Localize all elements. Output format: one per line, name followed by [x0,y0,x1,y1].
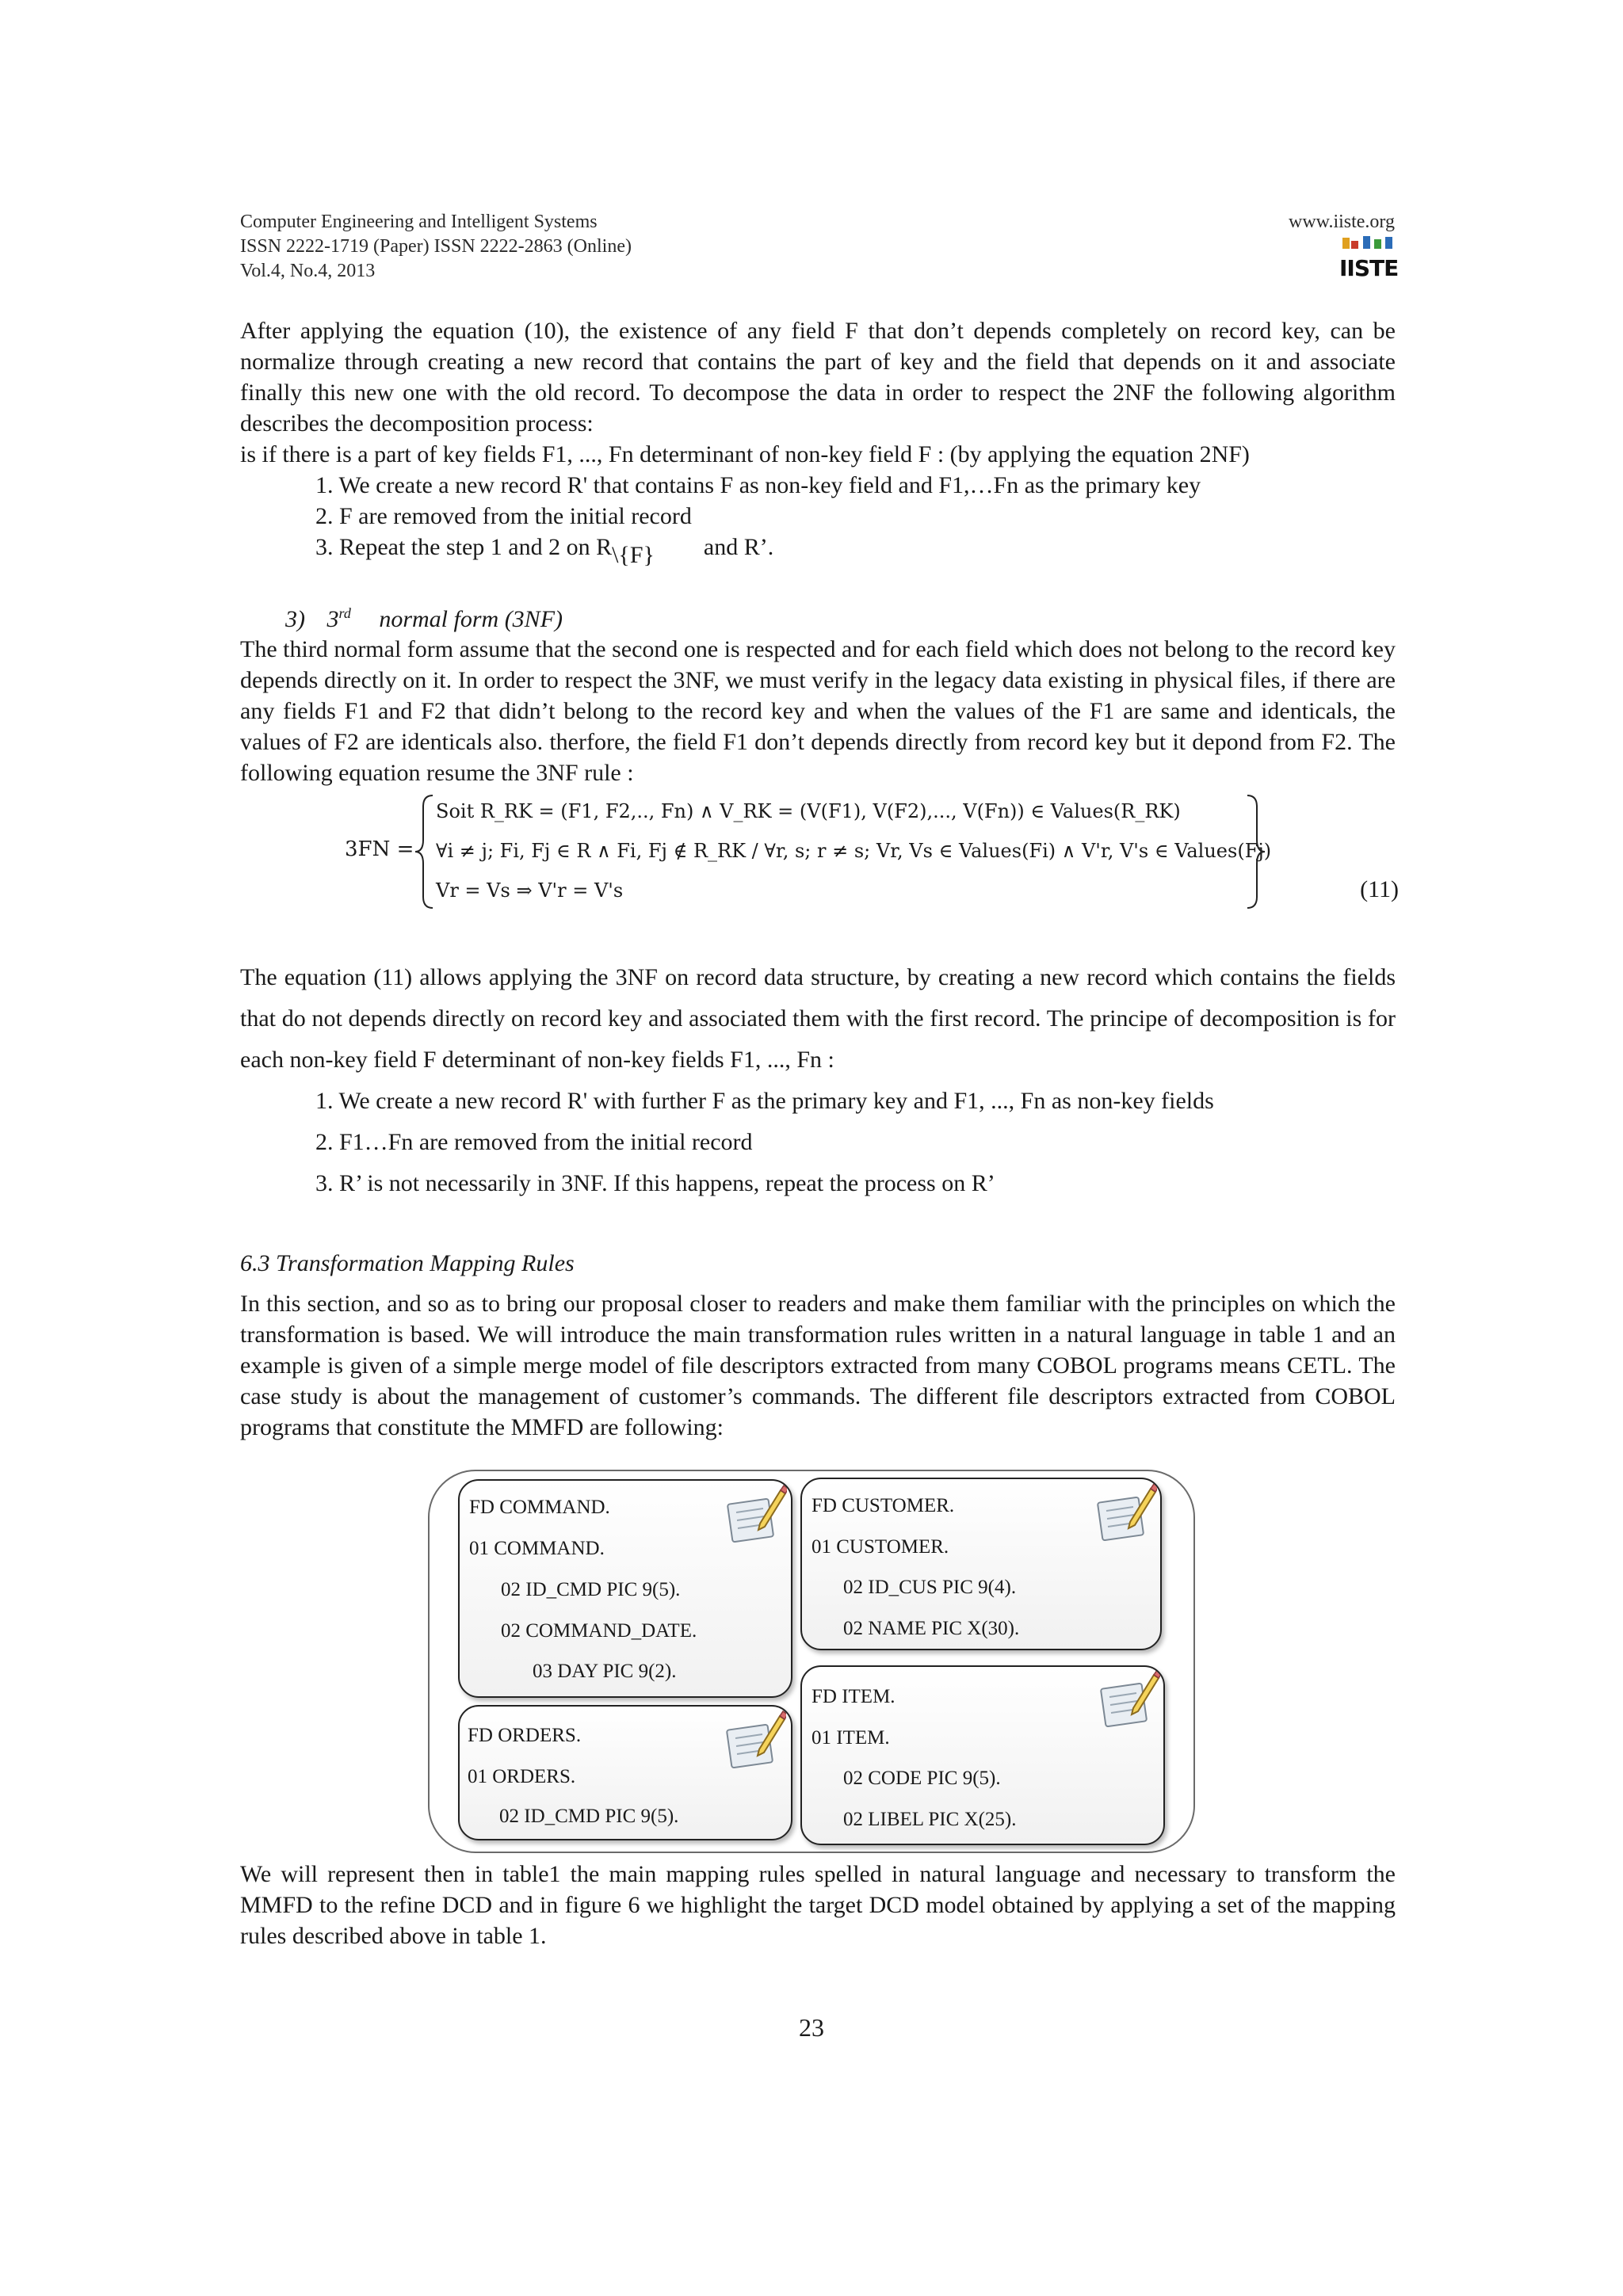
section-6-3-heading: 6.3 Transformation Mapping Rules [240,1250,575,1276]
equation-number: (11) [1360,876,1399,902]
fd-command-line-3: 02 ID_CMD PIC 9(5). [501,1579,681,1600]
fd-command-line-5: 03 DAY PIC 9(2). [533,1661,677,1682]
section-3nf-number: 3) [285,606,305,632]
fd-customer-line-4: 02 NAME PIC X(30). [843,1618,1020,1639]
fd-command-line-1: FD COMMAND. [469,1497,610,1518]
page-number: 23 [799,2013,824,2042]
paragraph-mapping-rules: We will represent then in table1 the main mapping rules spelled in natural language and necessary to transform the MMFD to the refine DCD and in figure 6 we highlight the target DCD model obtained by applying a set of the mapping rules described above in table 1. [240,1861,1396,1949]
step3-set: \{F} [612,542,655,568]
notepad-icon [1097,1669,1160,1732]
fd-item-line-3: 02 CODE PIC 9(5). [843,1768,1001,1789]
fd-customer-box [800,1478,1162,1650]
notepad-icon [1094,1482,1157,1546]
fd-customer-line-3: 02 ID_CUS PIC 9(4). [843,1577,1017,1598]
algorithm-3nf-step-2: 2. F1…Fn are removed from the initial record [315,1129,753,1155]
algorithm-2nf-step-3 [315,532,774,568]
fd-customer-line-2: 01 CUSTOMER. [812,1536,949,1558]
algorithm-3nf-step-3: 3. R’ is not necessarily in 3NF. If this happens, repeat the process on R’ [315,1170,995,1196]
equation-11 [333,792,1399,911]
fd-orders-line-1: FD ORDERS. [468,1725,582,1746]
right-brace-icon [1244,792,1268,911]
equation-line-3: Vr = Vs ⇒ V'r = V's [436,879,624,902]
fd-customer-line-1: FD CUSTOMER. [812,1495,955,1516]
paragraph-eq11: The equation (11) allows applying the 3NF on record data structure, by creating a new record which contains the fields that do not depends directly on record key and associated them with the first record. The principe of decomposition is for each non-key field F determinant of non-key fields F1, ..., Fn : [240,964,1396,1073]
section-3nf-ordinal-suffix: rd [338,605,351,621]
notepad-icon [724,1484,787,1547]
algorithm-3nf-step-1: 1. We create a new record R' with further F as the primary key and F1, ..., Fn as non-key fields [315,1088,1214,1114]
section-3nf-heading [285,598,563,635]
journal-title: Computer Engineering and Intelligent Systems [240,212,598,232]
algorithm-2nf-step-2: 2. F are removed from the initial record [315,503,692,529]
journal-url[interactable]: www.iiste.org [1289,212,1395,232]
fd-orders-line-2: 01 ORDERS. [468,1766,576,1787]
fd-item-line-2: 01 ITEM. [812,1727,890,1749]
section-3nf-title: normal form (3NF) [379,606,563,632]
paragraph-6-3: In this section, and so as to bring our proposal closer to readers and make them familiar with the principles on which the transformation is based. We will introduce the main transformation rules written in a natural language in table 1 and an example is given of a simple merge model of file descriptors extracted from many COBOL programs means CETL. The case study is about the management of customer’s commands. The different file descriptors extracted from COBOL programs that constitute the MMFD are following: [240,1291,1396,1440]
step3-text: 3. Repeat the step 1 and 2 on R [315,534,613,560]
algorithm-2nf-step-1: 1. We create a new record R' that contains F as non-key field and F1,…Fn as the primary key [315,472,1201,498]
equation-line-2: ∀i ≠ j; Fi, Fj ∈ R ∧ Fi, Fj ∉ R_RK / ∀r, s; r ≠ s; Vr, Vs ∈ Values(Fi) ∧ V'r, V's ∈ Values(Fj) [436,840,1272,862]
fd-orders-box [458,1705,792,1840]
fd-command-line-4: 02 COMMAND_DATE. [501,1620,697,1642]
iiste-logo [1339,235,1399,290]
fd-orders-line-3: 02 ID_CMD PIC 9(5). [499,1806,679,1827]
fd-item-box [800,1665,1165,1845]
left-brace-icon [412,792,436,911]
equation-lhs: 3FN = [345,837,414,861]
paragraph-3nf: The third normal form assume that the second one is respected and for each field which does not belong to the record key depends directly on it. In order to respect the 3NF, we must verify in the legacy data existing in physical files, if there are any fields F1 and F2 that didn’t belong to the record key and when the values of the F1 are same and identicals, the values of F2 are identicals also. therfore, the field F1 don’t depends directly from record key but it depond from F2. The following equation resume the 3NF rule : [240,636,1396,786]
fd-command-box [458,1479,792,1698]
notepad-icon [723,1710,786,1773]
fd-command-line-2: 01 COMMAND. [469,1538,605,1559]
fd-item-line-1: FD ITEM. [812,1686,896,1707]
iiste-logo-text: IISTE [1339,255,1399,281]
journal-issn: ISSN 2222-1719 (Paper) ISSN 2222-2863 (Online) [240,236,632,257]
fd-item-line-4: 02 LIBEL PIC X(25). [843,1809,1017,1830]
section-3nf-ordinal: 3 [327,606,339,632]
journal-volume: Vol.4, No.4, 2013 [240,261,376,281]
paragraph-2nf-intro: After applying the equation (10), the existence of any field F that don’t depends completely on record key, can be normalize through creating a new record that contains the part of key and the field that depends on it and associate finally this new one with the old record. To decompose the data in order to respect the 2NF the following algorithm describes the decomposition process: [240,318,1396,437]
equation-line-1: Soit R_RK = (F1, F2,.., Fn) ∧ V_RK = (V(F1), V(F2),..., V(Fn)) ∈ Values(R_RK) [436,800,1181,822]
algorithm-2nf-condition: is if there is a part of key fields F1, ..., Fn determinant of non-key field F : (by applying the equation 2NF) [240,441,1250,467]
step3-after: and R’. [703,534,774,560]
